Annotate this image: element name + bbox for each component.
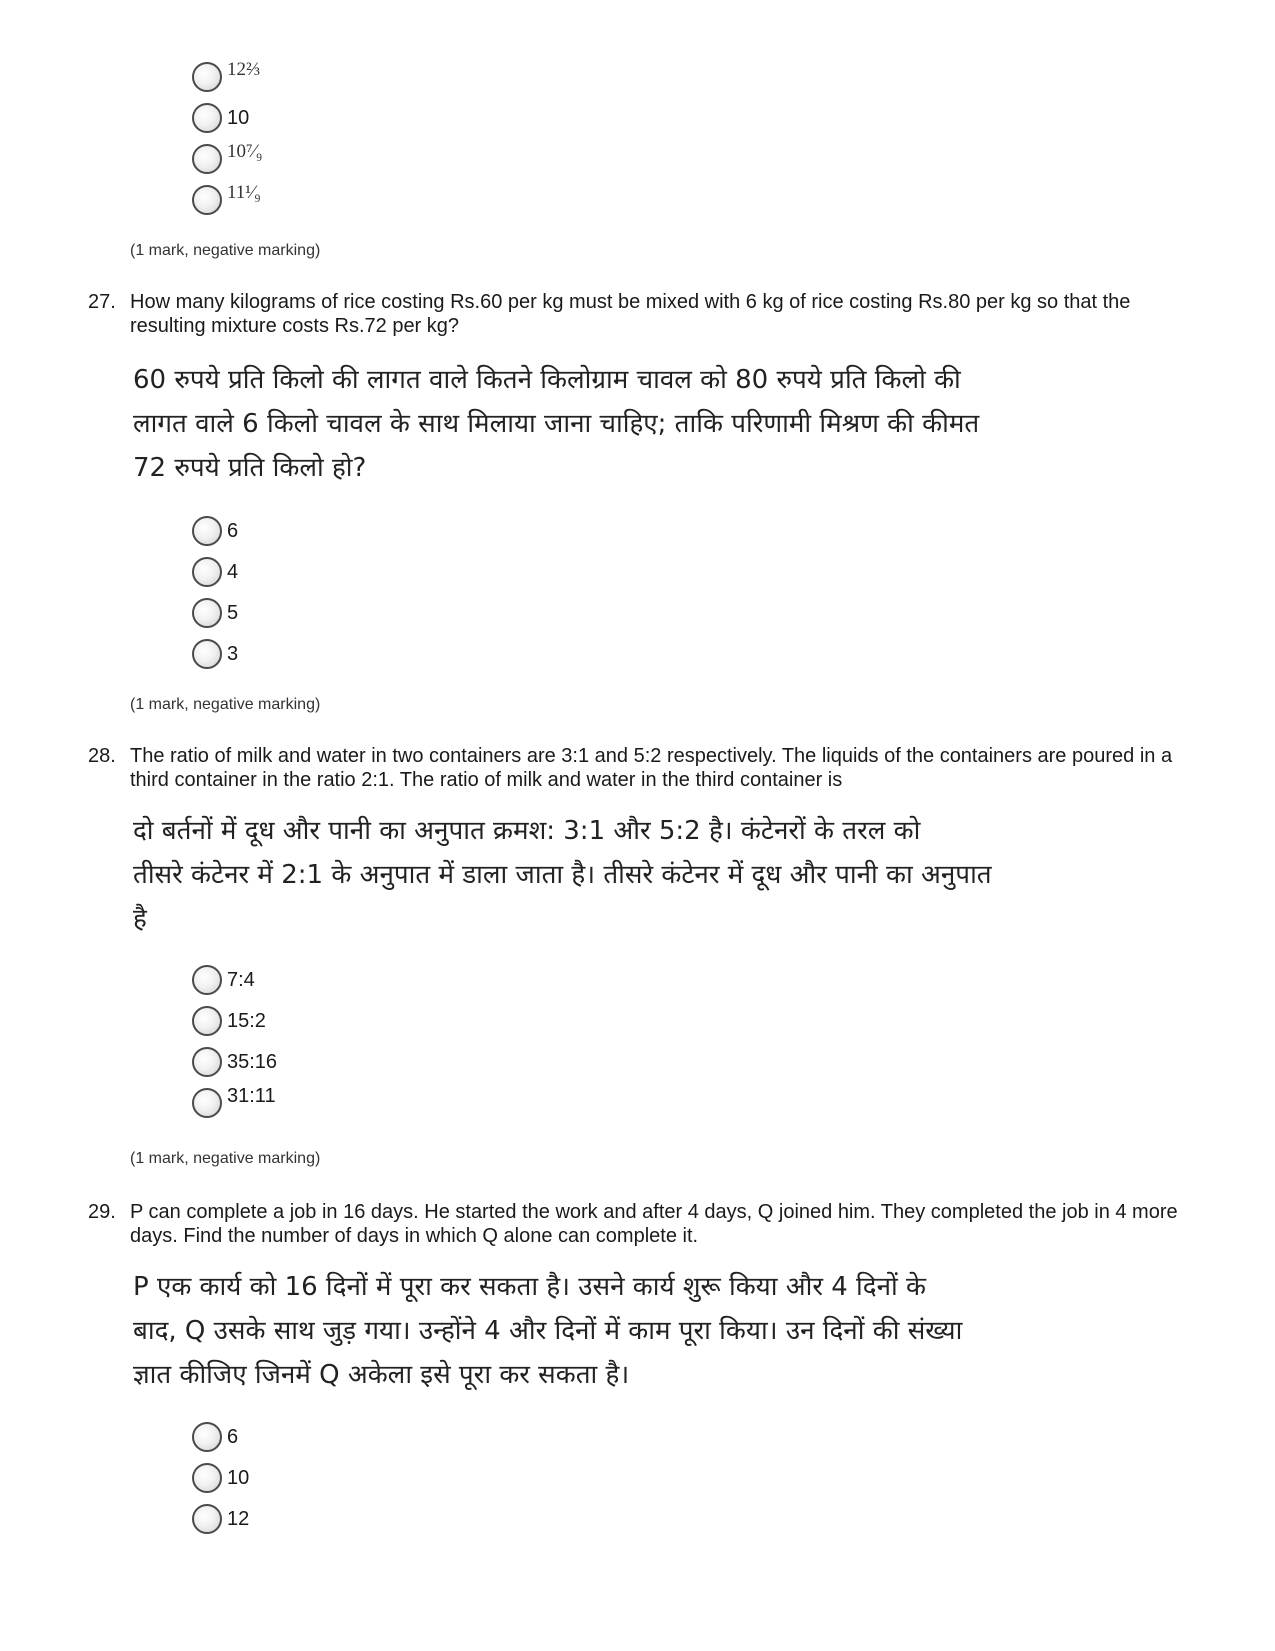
radio-button[interactable] <box>192 965 222 995</box>
hindi-line: 60 रुपये प्रति किलो की लागत वाले कितने किलोग्राम चावल को 80 रुपये प्रति किलो की <box>133 365 961 395</box>
hindi-line: 72 रुपये प्रति किलो हो? <box>133 453 367 483</box>
option-label: 5 <box>227 601 239 624</box>
q26-marks-note: (1 mark, negative marking) <box>130 242 321 259</box>
option-label: 7:4 <box>227 968 255 991</box>
q28-hindi-text <box>133 809 1133 941</box>
q27-option-1[interactable] <box>192 510 238 551</box>
q28-marks-note: (1 mark, negative marking) <box>130 1150 321 1167</box>
option-label: 35:16 <box>227 1050 278 1073</box>
q28-options <box>192 959 277 1123</box>
hindi-line: दो बर्तनों में दूध और पानी का अनुपात क्रमश: 3:1 और 5:2 है। कंटेनरों के तरल को <box>133 816 921 846</box>
q28-option-3[interactable] <box>192 1041 277 1082</box>
radio-button[interactable] <box>192 557 222 587</box>
radio-button[interactable] <box>192 103 222 133</box>
radio-button[interactable] <box>192 598 222 628</box>
option-label: 6 <box>227 519 239 542</box>
question-number: 29. <box>88 1201 116 1223</box>
hindi-line: बाद, Q उसके साथ जुड़ गया। उन्होंने 4 और दिनों में काम पूरा किया। उन दिनों की संख्या <box>133 1316 963 1346</box>
hindi-line: P एक कार्य को 16 दिनों में पूरा कर सकता है। उसने कार्य शुरू किया और 4 दिनों के <box>133 1272 926 1302</box>
q29-option-1[interactable] <box>192 1416 249 1457</box>
q26-option-4[interactable] <box>192 179 262 220</box>
radio-button[interactable] <box>192 1088 222 1118</box>
hindi-line: है <box>133 904 147 934</box>
q28-question <box>88 744 1208 792</box>
option-label: 10⁷⁄₉ <box>227 140 263 162</box>
option-label: 10 <box>227 106 250 129</box>
q27-options <box>192 510 238 674</box>
radio-button[interactable] <box>192 1006 222 1036</box>
q26-option-1[interactable] <box>192 56 262 97</box>
radio-button[interactable] <box>192 1463 222 1493</box>
q29-question <box>88 1200 1208 1248</box>
option-label: 12⅔ <box>227 58 261 80</box>
q28-option-2[interactable] <box>192 1000 277 1041</box>
hindi-line: ज्ञात कीजिए जिनमें Q अकेला इसे पूरा कर सकता है। <box>133 1360 630 1390</box>
q27-option-3[interactable] <box>192 592 238 633</box>
radio-button[interactable] <box>192 1504 222 1534</box>
option-label: 3 <box>227 642 239 665</box>
question-text: P can complete a job in 16 days. He started the work and after 4 days, Q joined him. They completed the job in 4 more days. Find the number of days in which Q alone can complete it. <box>130 1201 1178 1247</box>
q27-hindi-text <box>133 358 1133 490</box>
option-label: 31:11 <box>227 1084 276 1107</box>
q28-option-1[interactable] <box>192 959 277 1000</box>
radio-button[interactable] <box>192 185 222 215</box>
hindi-line: लागत वाले 6 किलो चावल के साथ मिलाया जाना चाहिए; ताकि परिणामी मिश्रण की कीमत <box>133 409 980 439</box>
q26-options <box>192 56 262 220</box>
q27-option-2[interactable] <box>192 551 238 592</box>
hindi-line: तीसरे कंटेनर में 2:1 के अनुपात में डाला जाता है। तीसरे कंटेनर में दूध और पानी का अनुपात <box>133 860 992 890</box>
q26-option-2[interactable] <box>192 97 262 138</box>
q27-marks-note: (1 mark, negative marking) <box>130 696 321 713</box>
option-label: 6 <box>227 1425 239 1448</box>
option-label: 11¹⁄₉ <box>227 181 261 203</box>
radio-button[interactable] <box>192 639 222 669</box>
question-number: 27. <box>88 291 116 313</box>
option-label: 4 <box>227 560 239 583</box>
option-label: 12 <box>227 1507 250 1530</box>
q29-option-2[interactable] <box>192 1457 249 1498</box>
q29-options <box>192 1416 249 1539</box>
radio-button[interactable] <box>192 144 222 174</box>
q27-option-4[interactable] <box>192 633 238 674</box>
question-text: How many kilograms of rice costing Rs.60 per kg must be mixed with 6 kg of rice costing Rs.80 per kg so that the resulting mixture costs Rs.72 per kg? <box>130 291 1131 337</box>
option-label: 10 <box>227 1466 250 1489</box>
q29-hindi-text <box>133 1265 1133 1397</box>
radio-button[interactable] <box>192 1422 222 1452</box>
option-label: 15:2 <box>227 1009 266 1032</box>
q27-question <box>88 290 1208 338</box>
question-text: The ratio of milk and water in two containers are 3:1 and 5:2 respectively. The liquids of the containers are poured in a third container in the ratio 2:1. The ratio of milk and water in the third container is <box>130 745 1173 791</box>
question-number: 28. <box>88 745 116 767</box>
q28-option-4[interactable] <box>192 1082 277 1123</box>
q26-option-3[interactable] <box>192 138 262 179</box>
q29-option-3[interactable] <box>192 1498 249 1539</box>
radio-button[interactable] <box>192 62 222 92</box>
radio-button[interactable] <box>192 1047 222 1077</box>
radio-button[interactable] <box>192 516 222 546</box>
